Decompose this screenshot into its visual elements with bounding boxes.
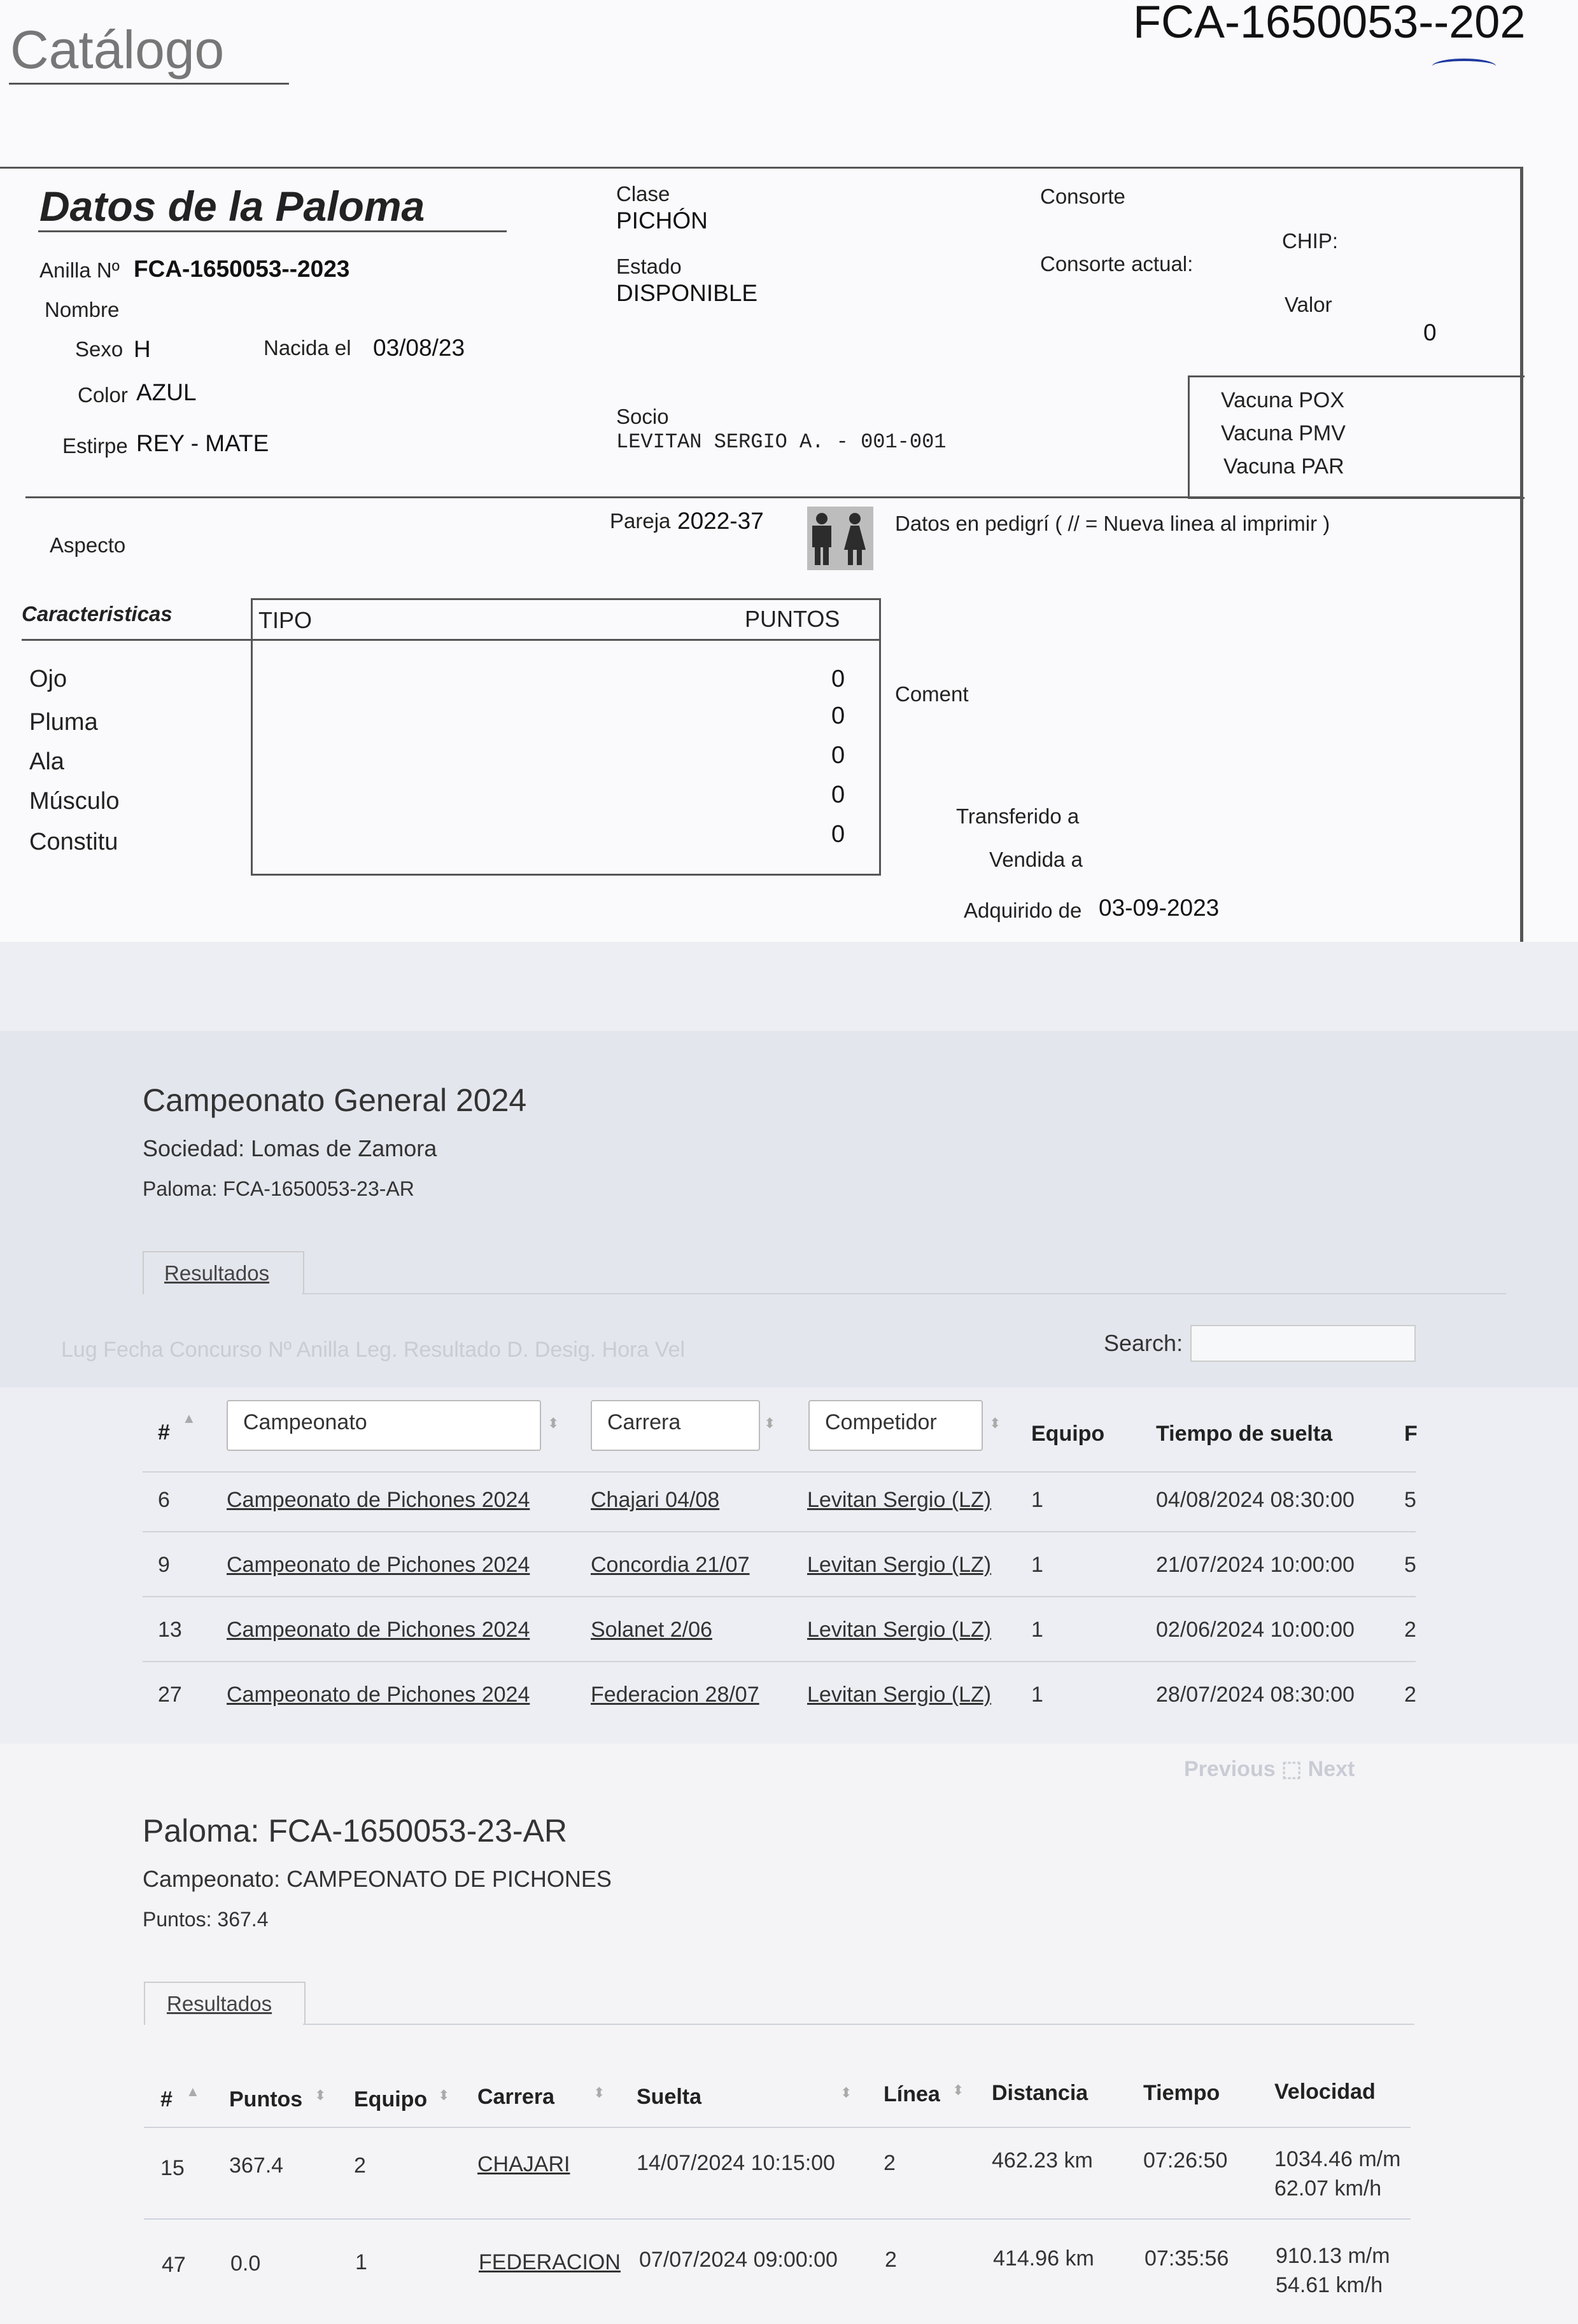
cell-tiempo: 07:35:56 xyxy=(1145,2246,1229,2271)
sort-asc-icon[interactable]: ▲ xyxy=(186,2083,200,2099)
transferido-label: Transferido a xyxy=(956,804,1080,828)
anilla-value: FCA-1650053--2023 xyxy=(134,256,350,282)
cell-tiempo: 02/06/2024 10:00:00 xyxy=(1156,1618,1355,1642)
clase-label: Clase xyxy=(616,182,670,206)
cell-extra: 2 xyxy=(1404,1683,1416,1707)
feature-name: Constitu xyxy=(29,829,118,855)
cell-competidor-link[interactable]: Levitan Sergio (LZ) xyxy=(807,1553,992,1577)
header-rule xyxy=(143,1471,1416,1473)
cell-number: 13 xyxy=(158,1618,182,1642)
cell-tiempo: 07:26:50 xyxy=(1143,2148,1228,2173)
pareja-value: 2022-37 xyxy=(677,508,764,534)
competidor-filter[interactable] xyxy=(808,1400,983,1451)
cell-number: 47 xyxy=(162,2253,186,2277)
header-rule xyxy=(144,2127,1411,2128)
cell-number: 6 xyxy=(158,1488,170,1512)
estado-value: DISPONIBLE xyxy=(616,280,758,306)
feature-points: 0 xyxy=(831,742,845,769)
general-paloma: Paloma: FCA-1650053-23-AR xyxy=(143,1177,414,1200)
cell-tiempo: 04/08/2024 08:30:00 xyxy=(1156,1488,1355,1512)
frame-top xyxy=(0,167,1523,169)
cell-suelta: 14/07/2024 10:15:00 xyxy=(637,2151,835,2175)
tipo-label: TIPO xyxy=(258,607,313,633)
vacuna-par: Vacuna PAR xyxy=(1223,454,1344,479)
col-header-linea[interactable]: Línea xyxy=(884,2082,940,2106)
estirpe-label: Estirpe xyxy=(62,434,128,458)
cell-equipo: 1 xyxy=(1031,1683,1043,1707)
cell-carrera-link[interactable]: Concordia 21/07 xyxy=(591,1553,750,1577)
ghost-text: Lug Fecha Concurso Nº Anilla Leg. Resultado D. Desig. Hora Vel xyxy=(61,1338,686,1362)
general-sociedad: Sociedad: Lomas de Zamora xyxy=(143,1135,437,1161)
cell-carrera-link[interactable]: Federacion 28/07 xyxy=(591,1683,759,1707)
feature-name: Ojo xyxy=(29,666,67,692)
header-id: FCA-1650053--202 xyxy=(1133,0,1526,48)
cell-competidor-link[interactable]: Levitan Sergio (LZ) xyxy=(807,1618,992,1642)
cell-campeonato-link[interactable]: Campeonato de Pichones 2024 xyxy=(227,1618,530,1642)
col-header-equipo[interactable]: Equipo xyxy=(1031,1422,1105,1446)
sort-icon[interactable]: ⬍ xyxy=(764,1415,776,1431)
cell-velocidad-kmh: 54.61 km/h xyxy=(1276,2273,1383,2297)
cell-campeonato-link[interactable]: Campeonato de Pichones 2024 xyxy=(227,1553,530,1577)
cell-extra: 2 xyxy=(1404,1618,1416,1642)
cell-distancia: 414.96 km xyxy=(993,2246,1094,2271)
cell-competidor-link[interactable]: Levitan Sergio (LZ) xyxy=(807,1683,992,1707)
cell-carrera-link[interactable]: FEDERACION xyxy=(479,2250,621,2274)
estado-label: Estado xyxy=(616,255,682,278)
aspecto-label: Aspecto xyxy=(50,533,126,557)
ghost-pagination: Previous ⬚ Next xyxy=(1184,1757,1355,1781)
feature-name: Ala xyxy=(29,748,64,775)
sort-icon[interactable]: ⬍ xyxy=(593,2085,605,2101)
section-title-underline xyxy=(38,230,507,232)
cell-number: 15 xyxy=(160,2156,185,2180)
feature-points: 0 xyxy=(831,666,845,692)
cell-equipo: 1 xyxy=(1031,1488,1043,1512)
cell-carrera-link[interactable]: Chajari 04/08 xyxy=(591,1488,720,1512)
chip-label: CHIP: xyxy=(1282,229,1339,253)
sexo-value: H xyxy=(134,336,151,362)
cell-extra: 5 xyxy=(1404,1488,1416,1512)
cell-campeonato-link[interactable]: Campeonato de Pichones 2024 xyxy=(227,1488,530,1512)
estirpe-value: REY - MATE xyxy=(136,430,269,456)
pichones-title: Paloma: FCA-1650053-23-AR xyxy=(143,1813,567,1849)
caracteristicas-header-rule xyxy=(251,639,880,641)
sort-icon[interactable]: ⬍ xyxy=(952,2082,964,2098)
cell-carrera-link[interactable]: CHAJARI xyxy=(477,2152,570,2176)
cell-carrera-link[interactable]: Solanet 2/06 xyxy=(591,1618,712,1642)
nombre-label: Nombre xyxy=(45,298,120,321)
title-underline xyxy=(9,83,289,85)
col-header-puntos[interactable]: Puntos xyxy=(229,2087,303,2111)
cell-suelta: 07/07/2024 09:00:00 xyxy=(639,2248,838,2272)
col-header-equipo[interactable]: Equipo xyxy=(354,2087,428,2111)
section-title: Datos de la Paloma xyxy=(39,183,425,230)
tab-rule xyxy=(302,1293,1506,1294)
row-rule xyxy=(144,2218,1411,2220)
cell-equipo: 2 xyxy=(354,2153,366,2178)
nacida-label: Nacida el xyxy=(264,336,351,360)
sort-icon[interactable]: ⬍ xyxy=(840,2085,852,2101)
cell-distancia: 462.23 km xyxy=(992,2148,1093,2173)
feature-points: 0 xyxy=(831,781,845,808)
cell-tiempo: 21/07/2024 10:00:00 xyxy=(1156,1553,1355,1577)
search-input[interactable] xyxy=(1190,1325,1416,1362)
cell-puntos: 367.4 xyxy=(229,2153,284,2178)
cell-equipo: 1 xyxy=(1031,1618,1043,1642)
results-tab-label[interactable]: Resultados xyxy=(167,1992,272,2015)
valor-value: 0 xyxy=(1423,319,1437,346)
frame-right xyxy=(1520,167,1523,942)
cell-equipo: 1 xyxy=(355,2250,367,2274)
vendida-label: Vendida a xyxy=(989,848,1083,871)
feature-name: Pluma xyxy=(29,709,98,736)
sort-icon[interactable]: ⬍ xyxy=(547,1415,560,1431)
cell-velocidad-mm: 910.13 m/m xyxy=(1276,2244,1390,2268)
anilla-label: Anilla Nº xyxy=(39,258,120,282)
coment-label: Coment xyxy=(895,682,969,706)
search-label: Search: xyxy=(1104,1330,1183,1356)
cell-puntos: 0.0 xyxy=(230,2251,261,2276)
sexo-label: Sexo xyxy=(75,337,123,361)
vacuna-pox: Vacuna POX xyxy=(1221,388,1345,412)
competidor-filter-label: Competidor xyxy=(825,1410,937,1434)
sort-icon[interactable]: ⬍ xyxy=(989,1415,1001,1431)
socio-value: LEVITAN SERGIO A. - 001-001 xyxy=(616,430,947,454)
pedigri-label: Datos en pedigrí ( // = Nueva linea al imprimir ) xyxy=(895,512,1330,535)
carrera-filter[interactable] xyxy=(591,1400,760,1451)
cell-linea: 2 xyxy=(885,2248,897,2272)
campeonato-filter[interactable] xyxy=(227,1400,541,1451)
sort-asc-icon[interactable]: ▲ xyxy=(182,1410,196,1426)
cell-extra: 5 xyxy=(1404,1553,1416,1577)
color-value: AZUL xyxy=(136,379,197,405)
pen-mark xyxy=(1432,59,1496,74)
socio-label: Socio xyxy=(616,405,669,428)
cell-velocidad-kmh: 62.07 km/h xyxy=(1274,2176,1382,2201)
adquirido-label: Adquirido de xyxy=(964,899,1082,922)
col-header-carrera[interactable]: Carrera xyxy=(477,2085,554,2109)
general-title: Campeonato General 2024 xyxy=(143,1082,527,1118)
cell-linea: 2 xyxy=(884,2151,896,2175)
row-rule xyxy=(143,1531,1416,1532)
col-header-suelta[interactable]: Suelta xyxy=(637,2085,702,2109)
campeonato-filter-label: Campeonato xyxy=(243,1410,367,1434)
feature-name: Músculo xyxy=(29,788,120,815)
consorte-actual-label: Consorte actual: xyxy=(1040,252,1194,276)
feature-points: 0 xyxy=(831,821,845,848)
consorte-label: Consorte xyxy=(1040,185,1125,208)
carrera-filter-label: Carrera xyxy=(607,1410,681,1434)
feature-points: 0 xyxy=(831,703,845,729)
cell-tiempo: 28/07/2024 08:30:00 xyxy=(1156,1683,1355,1707)
col-header-extra[interactable]: F xyxy=(1404,1422,1418,1446)
puntos-label: PUNTOS xyxy=(745,606,840,632)
color-label: Color xyxy=(78,383,128,407)
pichones-puntos: Puntos: 367.4 xyxy=(143,1908,269,1931)
nacida-value: 03/08/23 xyxy=(373,335,465,361)
couple-icon[interactable] xyxy=(807,507,873,570)
col-header-tiempo[interactable]: Tiempo de suelta xyxy=(1156,1422,1333,1446)
col-header-number[interactable]: # xyxy=(160,2087,173,2111)
cell-number: 27 xyxy=(158,1683,182,1707)
row-rule xyxy=(143,1596,1416,1597)
tab-rule xyxy=(303,2024,1414,2025)
pareja-label: Pareja xyxy=(610,509,671,533)
cell-number: 9 xyxy=(158,1553,170,1577)
col-header-tiempo[interactable]: Tiempo xyxy=(1143,2081,1220,2105)
col-header-velocidad[interactable]: Velocidad xyxy=(1274,2080,1376,2104)
cell-competidor-link[interactable]: Levitan Sergio (LZ) xyxy=(807,1488,992,1512)
sort-icon[interactable]: ⬍ xyxy=(314,2087,327,2103)
row-rule xyxy=(143,1661,1416,1662)
col-header-number[interactable]: # xyxy=(158,1420,170,1445)
pichones-campeonato: Campeonato: CAMPEONATO DE PICHONES xyxy=(143,1866,612,1892)
adquirido-value: 03-09-2023 xyxy=(1099,895,1220,921)
vacuna-pmv: Vacuna PMV xyxy=(1221,421,1346,445)
catalog-title: Catálogo xyxy=(10,20,225,80)
valor-label: Valor xyxy=(1285,293,1332,316)
col-header-distancia[interactable]: Distancia xyxy=(992,2081,1088,2105)
cell-campeonato-link[interactable]: Campeonato de Pichones 2024 xyxy=(227,1683,530,1707)
sort-icon[interactable]: ⬍ xyxy=(438,2087,450,2103)
pigeon-catalog-sheet xyxy=(0,0,1578,942)
caracteristicas-label: Caracteristicas xyxy=(22,602,173,626)
pigeon-results-panel xyxy=(0,1744,1578,2324)
caracteristicas-underline xyxy=(22,639,251,641)
clase-value: PICHÓN xyxy=(616,207,708,234)
cell-velocidad-mm: 1034.46 m/m xyxy=(1274,2147,1401,2171)
cell-equipo: 1 xyxy=(1031,1553,1043,1577)
results-tab-label[interactable]: Resultados xyxy=(164,1261,270,1285)
general-championship-panel xyxy=(0,942,1578,1744)
